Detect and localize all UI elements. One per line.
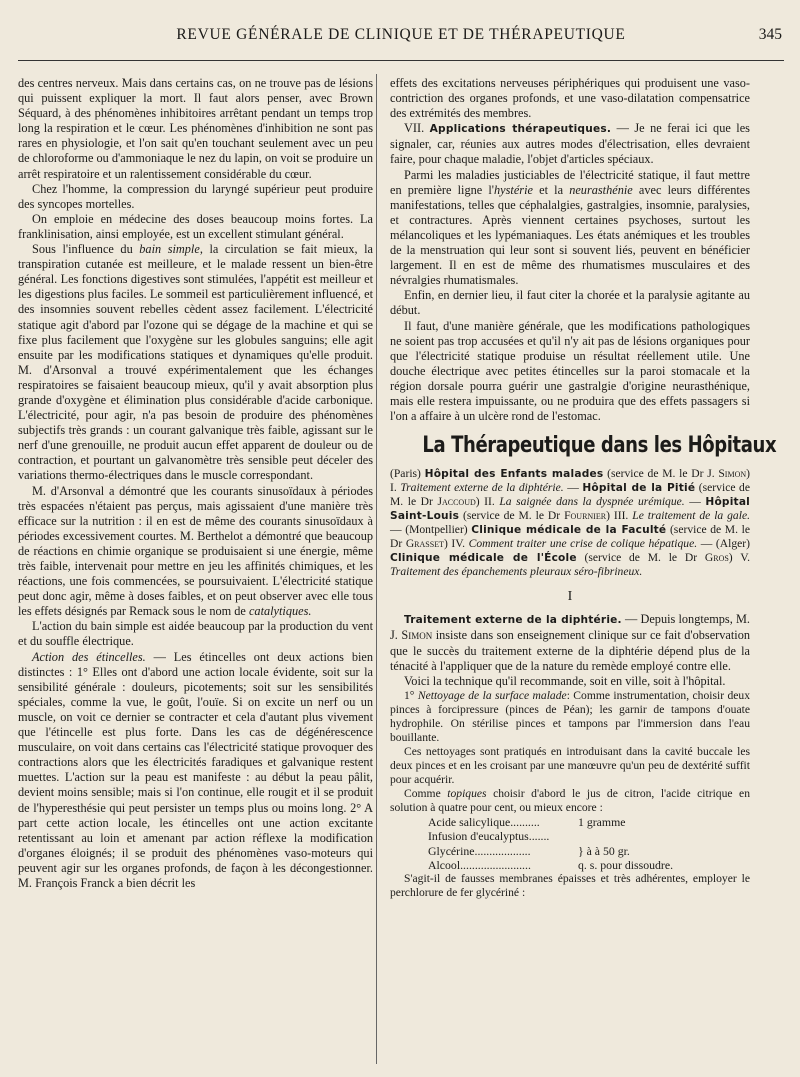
paragraph: Sous l'influence du bain simple, la circulation se fait mieux, la transpiration cutanée est meilleure, et le malade ressent un bien-être général. Les fonctions digestives sont stimulées, l'appétit est meilleur et les digestions plus faciles. Le sommeil est particulièrement influencé, et des insomnies souvent rebelles cèdent assez facilement. L'électricité statique agit d'abord par l'ozone qui se dégage de la machine et qui se fixe plus facilement que l'oxygène sur les globules sanguins; elle agit ensuite par les modifications statiques et dynamiques qu'elle produit. M. d'Arsonval a trouvé expérimentalement que les échanges respiratoires se faisaient beaucoup mieux, qu'il y avait absorption plus grande d'oxygène et élimination plus considérable d'acide carbonique. L'électricité, pour agir, n'a pas besoin de produire des phénomènes subjectifs très grands : un courant galvanique très faible, agissant sur le nerf d'une grenouille, ne produit aucun effet apparent de douleur ou de contraction, et pourtant un galvanomètre très sensible peut déceler des variations thermo-électriques dans le muscle correspondant. (18, 242, 373, 483)
paragraph: Enfin, en dernier lieu, il faut citer la chorée et la paralysie agitante au début. (390, 288, 750, 318)
paragraph: M. d'Arsonval a démontré que les courants sinusoïdaux à périodes très espacées n'étaient pas perçus, mais agissaient d'une manière très efficace sur la nutrition : il en est de même des courants sinusoïdaux à périodes excessivement courtes. M. Berthelot a démontré que beaucoup de réactions en chimie organique se produisaient si une énergie, même très faible, intervenait pour mettre en jeu les affinités chimiques, et les réactions, une fois commencées, se poursuivaient. L'électricité statique peut donc agir, même à doses faibles, et on peut observer avec elle tous les effets désignés par Remack sous le nom de catalytiques. (18, 483, 373, 619)
paragraph: Il faut, d'une manière générale, que les modifications pathologiques ne soient pas trop accusées et qu'il n'y ait pas de lésions organiques pour que l'électricité statique produise un résultat réellement utile. Une douche électrique avec petites étincelles sur la paroi stomacale et la région dorsale pourra guérir une gastralgie d'origine neurasthénique, mais elle restera impuissante, ou ne produira que des effets passagers si l'on a affaire à un ulcère rond de l'estomac. (390, 318, 750, 424)
left-column (18, 76, 373, 891)
paragraph: Voici la technique qu'il recommande, soit en ville, soit à l'hôpital. (404, 673, 726, 688)
paragraph: Chez l'homme, la compression du laryngé supérieur peut produire des syncopes mortelles. (18, 181, 373, 211)
paragraph: des centres nerveux. Mais dans certains cas, on ne trouve pas de lésions qui puissent expliquer la mort. Il faut alors penser, avec Brown Séquard, à des phénomènes inhibitoires arrêtant pendant un temps trop long la respiration et le cœur. Les phénomènes d'inhibition ne sont pas rares en physiologie, et l'on sait qu'en touchant seulement avec un peu de chloroforme ou d'ammoniaque le nez du lapin, on voit se produire un arrêt respiratoire et un ralentissement considérable du cœur. (18, 76, 373, 181)
recipe-row: Alcool........................ q. s. pour dissoudre. (428, 858, 674, 873)
page-header (18, 26, 784, 54)
section-banner: La Thérapeutique dans les Hôpitaux (422, 433, 777, 459)
recipe-row: Acide salicylique.......... 1 gramme (428, 814, 626, 829)
paragraph: Traitement externe de la diphtérie. — Depuis longtemps, M. J. Simon insiste dans son enseignement clinique sur ce fait d'observation que le succès du traitement externe de la diphtérie dépend plus de la ténacité à l'appliquer que de la nature du remède employé contre elle. (390, 612, 750, 673)
header-rule (18, 60, 784, 61)
paragraph: S'agit-il de fausses membranes épaisses et très adhérentes, employer le perchlorure de fer glycériné : (390, 872, 750, 900)
paragraph: Parmi les maladies justiciables de l'électricité statique, il faut mettre en première ligne l'hystérie et la neurasthénie avec leurs différentes manifestations, telles que céphalalgies, gastralgies, insomnie, paralysies, et contractures. Après viennent certaines psychoses, surtout les mélancoliques et les lypémaniaques. Les états anémiques et les troubles de la menstruation qui leur sont si souvent liés, peuvent en bénéficier largement. Il en est de même des rhumatismes musculaires et des névralgies rhumatismales. (390, 167, 751, 288)
paragraph: Comme topiques choisir d'abord le jus de citron, l'acide citrique en solution à quatre pour cent, ou mieux encore : (390, 786, 750, 814)
paragraph: L'action du bain simple est aidée beaucoup par la production du vent et du souffle électrique. (18, 619, 373, 649)
running-title: REVUE GÉNÉRALE DE CLINIQUE ET DE THÉRAPEUTIQUE (176, 26, 626, 43)
table-of-contents: (Paris) Hôpital des Enfants malades (service de M. le Dr J. Simon) I. Traitement externe de la diphtérie. — Hôpital de la Pitié (service de M. le Dr Jaccoud) II. La saignée dans la dyspnée urémique. — Hôpital Saint-Louis (service de M. le Dr Fournier) III. Le traitement de la gale. — (Montpellier) Clinique médicale de la Faculté (service de M. le Dr Grasset) IV. Comment traiter une crise de colique hépatique. — (Alger) Clinique médicale de l'École (service de M. le Dr Gros) V. Traitement des épanchements pleuraux séro-fibrineux. (390, 467, 751, 579)
paragraph: effets des excitations nerveuses périphériques qui produisent une vaso-contriction des organes profonds, et une vaso-dilatation compensatrice des extrémités des membres. (390, 76, 750, 121)
paragraph: 1° Nettoyage de la surface malade: Comme instrumentation, choisir deux pinces à forcipressure (pinces de Péan); les garnir de tampons d'ouate hydrophile. On stérilise pinces et tampons par l'immersion dans l'eau bouillante. (390, 688, 750, 744)
page-number: 345 (758, 26, 782, 43)
right-column (390, 76, 777, 900)
paragraph: Ces nettoyages sont pratiqués en introduisant dans la cavité buccale les deux pinces et en les croisant par une manœuvre qu'un peu de dextérité suffit pour acquérir. (390, 744, 750, 786)
paragraph: On emploie en médecine des doses beaucoup moins fortes. La franklinisation, ainsi employée, est un excellent stimulant général. (18, 211, 373, 241)
recipe-list (428, 815, 750, 873)
column-divider (376, 74, 377, 1064)
recipe-row: Glycérine................... } à à 50 gr. (428, 843, 630, 858)
paragraph: VII. Applications thérapeutiques. — Je ne ferai ici que les signaler, car, réunies aux autres modes d'électrisation, elles devraient faire, pour chaque maladie, l'objet d'articles spéciaux. (390, 121, 750, 167)
recipe-row: Infusion d'eucalyptus....... (428, 829, 550, 844)
section-number: I (567, 589, 573, 605)
paragraph: Action des étincelles. — Les étincelles ont deux actions bien distinctes : 1° Elles ont d'abord une action locale évidente, soit sur la sensibilité générale : douleurs, picotements; soit sur les sensibilités spéciales, comme la vue, le goût, l'ouïe. Si on excite un nerf ou un muscle, on voit ce dernier se contracter et cela d'autant plus vivement que l'étincelle est plus forte. Dans les cas de dégénérescence musculaire, on voit dans certains cas l'électricité statique provoquer des contractions alors que les électricités faradiques et galvanique restent muettes. L'action sur la peau est manifeste : au début la peau pâlit, devient moins sensible; mais si l'on continue, elle rougit et il se produit de l'hyperesthésie qui peut persister un temps plus ou moins long. 2° A part cette action locale, les étincelles ont une action excitante retentissant au loin et amenant par action réflexe la modification d'organes éloignés; il se produit des phénomènes vaso-moteurs qui peuvent agir sur les organes profonds, de façon à les décongestionner. M. François Franck a bien décrit les (18, 649, 373, 890)
